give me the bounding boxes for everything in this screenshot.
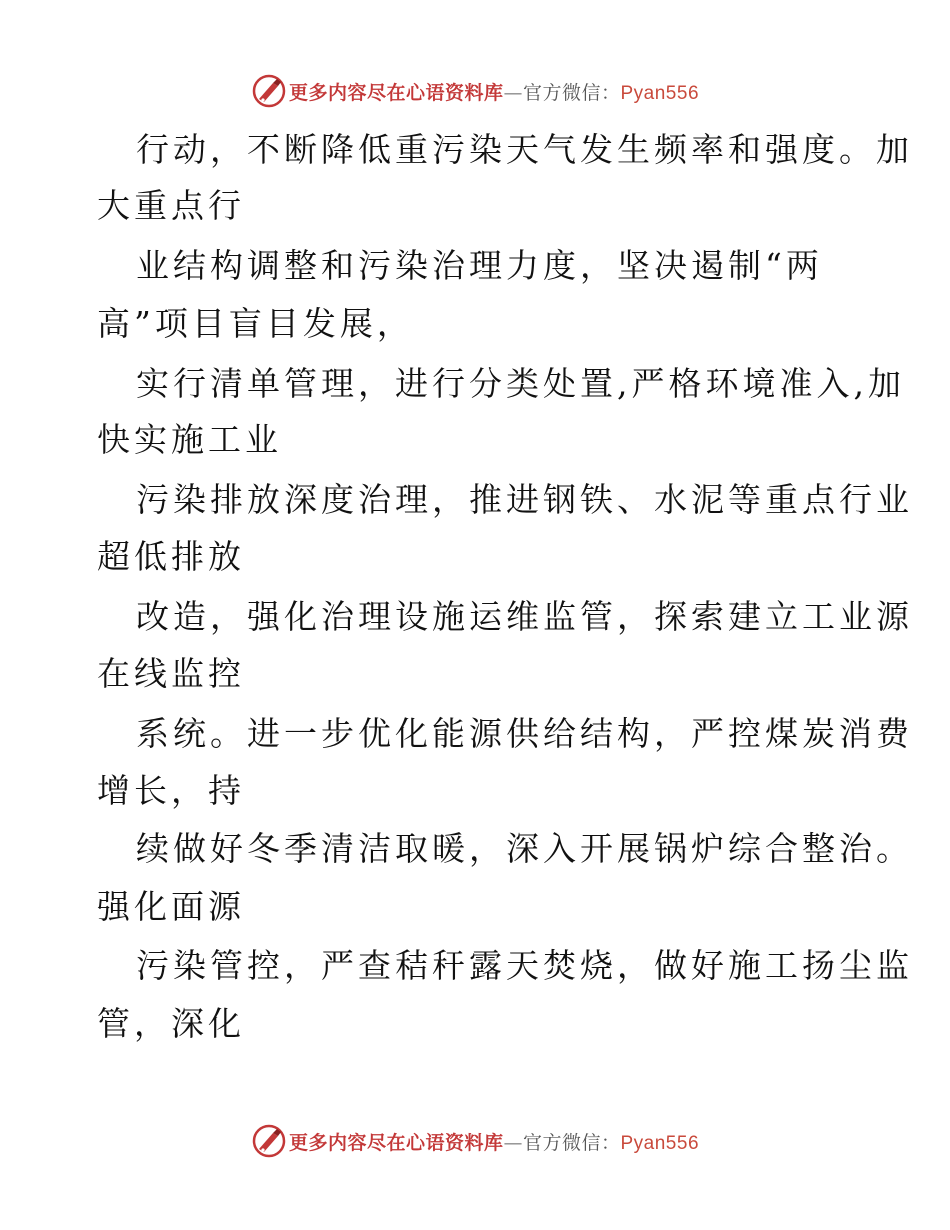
body-line: 管，深化	[97, 1004, 245, 1043]
watermark-id: Pyan556	[620, 1132, 700, 1154]
watermark-brand: 更多内容尽在心语资料库	[288, 1131, 504, 1154]
watermark-id: Pyan556	[620, 82, 700, 104]
body-line: 污染排放深度治理，推进钢铁、水泥等重点行业	[136, 480, 913, 519]
body-line: 行动，不断降低重污染天气发生频率和强度。加	[136, 130, 913, 169]
body-line: 高”项目盲目发展，	[97, 304, 414, 343]
header-watermark	[0, 71, 950, 111]
body-line: 大重点行	[97, 186, 245, 225]
body-line: 在线监控	[97, 654, 245, 693]
body-line: 增长，持	[97, 771, 245, 810]
body-line: 强化面源	[97, 887, 245, 926]
watermark-text	[289, 1128, 699, 1155]
body-line: 快实施工业	[97, 420, 282, 459]
body-line: 续做好冬季清洁取暖，深入开展锅炉综合整治。	[136, 829, 913, 868]
body-line: 超低排放	[97, 537, 245, 576]
body-line: 业结构调整和污染治理力度，坚决遏制“两	[136, 246, 823, 285]
body-line: 污染管控，严查秸秆露天焚烧，做好施工扬尘监	[136, 946, 913, 985]
watermark-channel: 官方微信：	[522, 81, 621, 104]
footer-watermark	[0, 1121, 950, 1161]
watermark-dash: —	[503, 81, 523, 104]
body-line: 系统。进一步优化能源供给结构，严控煤炭消费	[136, 714, 913, 753]
body-line: 实行清单管理，进行分类处置,严格环境准入,加	[136, 364, 905, 403]
body-line: 改造，强化治理设施运维监管，探索建立工业源	[136, 597, 913, 636]
watermark-brand: 更多内容尽在心语资料库	[288, 81, 504, 104]
watermark-channel: 官方微信：	[522, 1131, 621, 1154]
watermark-dash: —	[503, 1131, 523, 1154]
pen-emblem-icon	[251, 1123, 287, 1159]
watermark-text	[289, 78, 699, 105]
pen-emblem-icon	[251, 73, 287, 109]
